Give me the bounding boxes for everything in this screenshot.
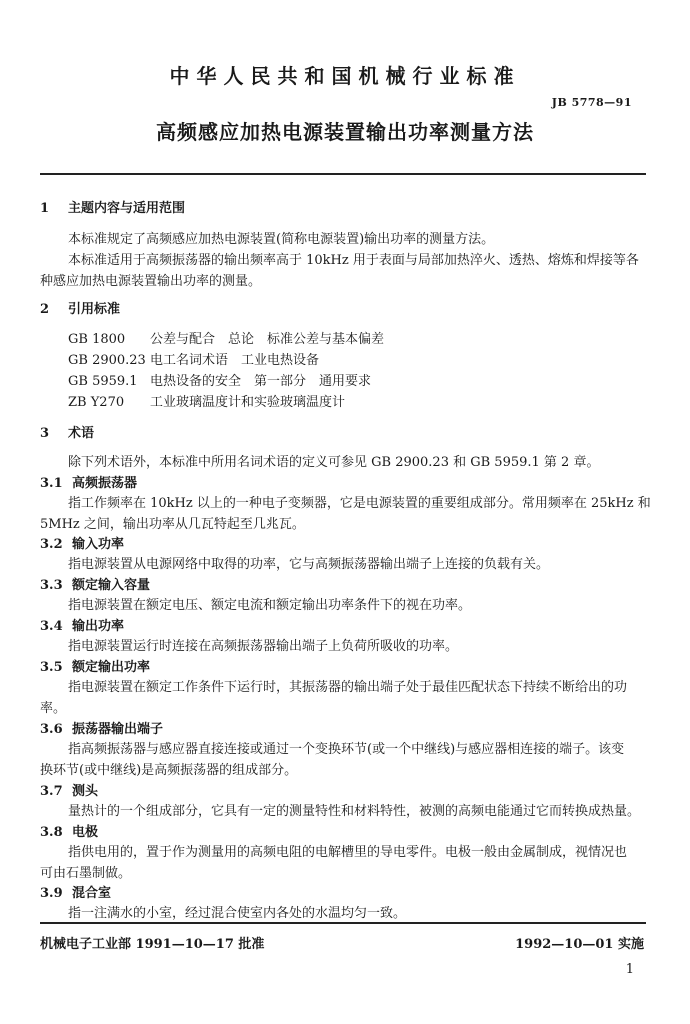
- approval-line: 机械电子工业部 1991—10—17 批准: [40, 937, 265, 952]
- term-definition-line: 指一注满水的小室，经过混合使室内各处的水温均匀一致。: [68, 906, 407, 921]
- standard-number: JB 5778—91: [551, 96, 632, 109]
- reference-name: 公差与配合 总论 标准公差与基本偏差: [150, 332, 385, 347]
- reference-item: [68, 328, 384, 347]
- implementation-date: 1992—10—01 实施: [515, 937, 644, 952]
- term-definition-line: 指高频振荡器与感应器直接连接或通过一个变换环节(或一个中继线)与感应器相连接的端子。该变: [68, 742, 625, 757]
- term-title: 测头: [72, 784, 99, 799]
- reference-name: 电热设备的安全 第一部分 通用要求: [150, 374, 372, 389]
- section-number: 3: [40, 426, 50, 441]
- term-title: 额定输入容量: [72, 578, 151, 593]
- term-title: 高频振荡器: [72, 476, 138, 491]
- reference-code: ZB Y270: [68, 395, 125, 410]
- term-title: 输入功率: [72, 537, 125, 552]
- term-definition-line: 指供电用的，置于作为测量用的高频电阻的电解槽里的导电零件。电极一般由金属制成，视情况也: [68, 845, 628, 860]
- section-1-paragraph-1: 本标准规定了高频感应加热电源装置(简称电源装置)输出功率的测量方法。: [68, 232, 495, 247]
- reference-item: [68, 391, 345, 410]
- term-title: 混合室: [72, 886, 112, 901]
- term-title: 输出功率: [72, 619, 125, 634]
- section-2-heading: [40, 298, 120, 317]
- term-number: 3.8: [40, 825, 63, 840]
- reference-name: 电工名词术语 工业电热设备: [150, 353, 320, 368]
- term-definition-line: 换环节(或中继线)是高频振荡器的组成部分。: [40, 763, 298, 778]
- section-1-paragraph-2-line-2: 种感应加热电源装置输出功率的测量。: [40, 274, 262, 289]
- term-heading: [40, 780, 98, 799]
- term-definition-line: 指电源装置在额定工作条件下运行时，其振荡器的输出端子处于最佳匹配状态下持续不断给出的功: [68, 680, 628, 695]
- term-heading: [40, 656, 150, 675]
- page-number: 1: [625, 962, 634, 977]
- section-3-intro: 除下列术语外，本标准中所用名词术语的定义可参见 GB 2900.23 和 GB 5959.1 第 2 章。: [68, 455, 600, 470]
- reference-item: [68, 349, 319, 368]
- reference-code: GB 5959.1: [68, 374, 138, 389]
- term-title: 额定输出功率: [72, 660, 151, 675]
- reference-code: GB 2900.23: [68, 353, 146, 368]
- term-definition-line: 指电源装置运行时连接在高频振荡器输出端子上负荷所吸收的功率。: [68, 639, 459, 654]
- reference-item: [68, 370, 371, 389]
- standard-category-title: 中华人民共和国机械行业标准: [169, 64, 521, 88]
- term-heading: [40, 615, 124, 634]
- section-title: 主题内容与适用范围: [68, 201, 186, 216]
- header-divider: [40, 173, 646, 175]
- reference-name: 工业玻璃温度计和实验玻璃温度计: [150, 395, 346, 410]
- section-1-heading: [40, 197, 185, 216]
- term-definition-line: 量热计的一个组成部分，它具有一定的测量特性和材料特性，被测的高频电能通过它而转换成热量。: [68, 804, 641, 819]
- term-definition-line: 率。: [40, 701, 67, 716]
- reference-code: GB 1800: [68, 332, 126, 347]
- term-heading: [40, 821, 98, 840]
- term-definition-line: 指工作频率在 10kHz 以上的一种电子变频器，它是电源装置的重要组成部分。常用频率在 25kHz 和: [68, 496, 651, 511]
- term-number: 3.2: [40, 537, 63, 552]
- term-heading: [40, 882, 111, 901]
- term-title: 电极: [72, 825, 99, 840]
- section-title: 术语: [68, 426, 95, 441]
- term-heading: [40, 574, 150, 593]
- term-definition-line: 指电源装置从电源网络中取得的功率，它与高频振荡器输出端子上连接的负载有关。: [68, 557, 550, 572]
- term-number: 3.3: [40, 578, 63, 593]
- section-3-heading: [40, 422, 94, 441]
- footer-divider: [40, 922, 646, 924]
- document-title: 高频感应加热电源装置输出功率测量方法: [156, 120, 534, 144]
- term-number: 3.1: [40, 476, 63, 491]
- term-definition-line: 指电源装置在额定电压、额定电流和额定输出功率条件下的视在功率。: [68, 598, 472, 613]
- term-number: 3.4: [40, 619, 63, 634]
- term-heading: [40, 718, 163, 737]
- section-number: 1: [40, 201, 50, 216]
- section-number: 2: [40, 302, 50, 317]
- term-heading: [40, 472, 137, 491]
- term-number: 3.6: [40, 722, 63, 737]
- section-title: 引用标准: [68, 302, 121, 317]
- term-heading: [40, 533, 124, 552]
- term-number: 3.7: [40, 784, 63, 799]
- term-number: 3.5: [40, 660, 63, 675]
- term-title: 振荡器输出端子: [72, 722, 164, 737]
- term-definition-line: 5MHz 之间，输出功率从几瓦特起至几兆瓦。: [40, 517, 305, 532]
- term-definition-line: 可由石墨制做。: [40, 866, 132, 881]
- term-number: 3.9: [40, 886, 63, 901]
- section-1-paragraph-2-line-1: 本标准适用于高频振荡器的输出频率高于 10kHz 用于表面与局部加热淬火、透热、熔炼和焊接等各: [68, 253, 639, 268]
